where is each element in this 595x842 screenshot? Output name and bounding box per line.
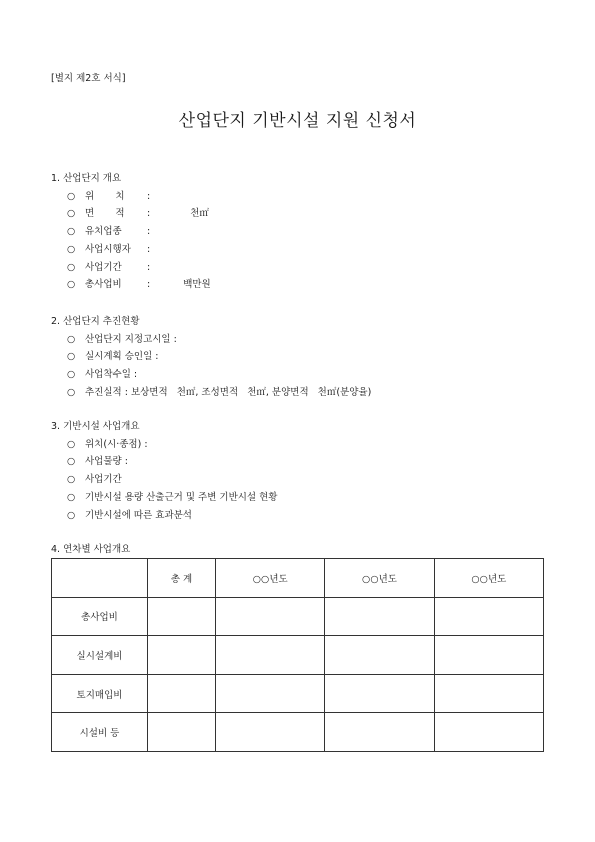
bullet: ○	[67, 190, 76, 202]
bullet: ○	[67, 438, 76, 450]
table-cell[interactable]	[434, 674, 543, 713]
table-cell[interactable]	[148, 636, 216, 675]
row-label: 실시설계비	[52, 636, 148, 675]
table-cell[interactable]	[216, 674, 325, 713]
item-label: 면 적	[85, 208, 125, 220]
column-header: ○○년도	[216, 559, 325, 598]
bullet: ○	[67, 509, 76, 521]
table-cell[interactable]	[148, 674, 216, 713]
list-item	[51, 489, 277, 507]
item-text: 기반시설 용량 산출근거 및 주변 기반시설 현황	[85, 491, 278, 503]
yearly-plan-table	[51, 558, 544, 752]
item-separator: :	[147, 243, 151, 255]
item-label: 사업기간	[85, 261, 122, 273]
table-row	[52, 636, 544, 675]
section-progress	[51, 313, 371, 402]
item-separator: :	[147, 226, 151, 238]
item-label: 위 치	[85, 190, 125, 202]
bullet: ○	[67, 279, 76, 291]
section-infrastructure	[51, 418, 277, 524]
section-heading: 3. 기반시설 사업개요	[51, 421, 140, 432]
document-title: 산업단지 기반시설 지원 신청서	[178, 111, 417, 131]
item-text: 추진실적 : 보상면적 천㎡, 조성면적 천㎡, 분양면적 천㎡(분양율)	[85, 386, 372, 398]
list-item	[51, 331, 371, 349]
list-item	[51, 241, 211, 259]
bullet: ○	[67, 208, 76, 220]
row-label: 토지매입비	[52, 674, 148, 713]
list-item	[51, 436, 277, 454]
item-text: 위치(시·종점) :	[85, 438, 148, 450]
list-item	[51, 471, 277, 489]
list-item	[51, 366, 371, 384]
table-cell[interactable]	[325, 636, 434, 675]
section-heading: 1. 산업단지 개요	[51, 173, 122, 184]
table-cell[interactable]	[434, 713, 543, 752]
bullet: ○	[67, 333, 76, 345]
column-header: ○○년도	[325, 559, 434, 598]
table-cell[interactable]	[325, 674, 434, 713]
item-text: 산업단지 지정고시일 :	[85, 333, 177, 345]
list-item	[51, 453, 277, 471]
table-cell[interactable]	[216, 713, 325, 752]
column-header: 총 계	[148, 559, 216, 598]
row-label: 시설비 등	[52, 713, 148, 752]
table-cell[interactable]	[216, 597, 325, 636]
list-item	[51, 348, 371, 366]
bullet: ○	[67, 474, 76, 486]
item-label: 사업시행자	[85, 243, 131, 255]
row-label: 총사업비	[52, 597, 148, 636]
table-cell[interactable]	[325, 597, 434, 636]
list-item	[51, 205, 211, 223]
table-row	[52, 597, 544, 636]
bullet: ○	[67, 261, 76, 273]
item-separator: :	[147, 190, 151, 202]
list-item	[51, 507, 277, 525]
item-label: 유치업종	[85, 226, 122, 238]
item-separator: :	[147, 279, 151, 291]
item-label: 총사업비	[85, 279, 122, 291]
list-item	[51, 384, 371, 402]
form-label: [별지 제2호 서식]	[51, 73, 126, 84]
table-cell[interactable]	[148, 713, 216, 752]
section-yearly	[51, 541, 130, 559]
item-text: 기반시설에 따른 효과분석	[85, 509, 192, 521]
item-text: 사업착수일 :	[85, 369, 138, 381]
table-cell[interactable]	[216, 636, 325, 675]
column-header	[52, 559, 148, 598]
bullet: ○	[67, 369, 76, 381]
item-text: 실시계획 승인일 :	[85, 351, 159, 363]
table-cell[interactable]	[325, 713, 434, 752]
list-item	[51, 276, 211, 294]
item-text: 사업기간	[85, 474, 122, 486]
item-separator: :	[147, 261, 151, 273]
bullet: ○	[67, 456, 76, 468]
column-header: ○○년도	[434, 559, 543, 598]
list-item	[51, 188, 211, 206]
bullet: ○	[67, 491, 76, 503]
section-overview	[51, 170, 211, 294]
table-cell[interactable]	[148, 597, 216, 636]
table-header-row	[52, 559, 544, 598]
list-item	[51, 259, 211, 277]
item-text: 사업물량 :	[85, 456, 128, 468]
list-item	[51, 223, 211, 241]
section-heading: 4. 연차별 사업개요	[51, 544, 131, 555]
bullet: ○	[67, 226, 76, 238]
bullet: ○	[67, 351, 76, 363]
table-row	[52, 713, 544, 752]
item-unit: 천㎡	[190, 208, 209, 220]
table-cell[interactable]	[434, 597, 543, 636]
item-separator: :	[147, 208, 151, 220]
bullet: ○	[67, 386, 76, 398]
bullet: ○	[67, 243, 76, 255]
item-unit: 백만원	[183, 279, 211, 291]
section-heading: 2. 산업단지 추진현황	[51, 316, 140, 327]
table-cell[interactable]	[434, 636, 543, 675]
table-row	[52, 674, 544, 713]
